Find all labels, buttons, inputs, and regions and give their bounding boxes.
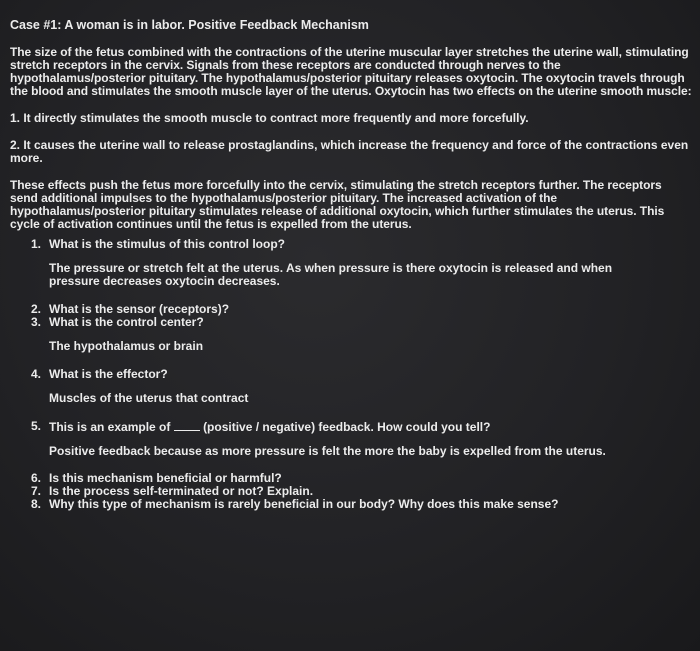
answer-5: Positive feedback because as more pressure is felt the more the baby is expelled from the uterus.	[49, 444, 606, 458]
question-text: Why this type of mechanism is rarely beneficial in our body? Why does this make sense?	[49, 497, 559, 511]
answer-1: The pressure or stretch felt at the uterus. As when pressure is there oxytocin is released and when pressure decreases oxytocin decreases.	[49, 261, 613, 288]
question-4	[31, 368, 692, 381]
question-8	[31, 498, 692, 511]
worksheet	[10, 19, 692, 511]
question-number: 8.	[31, 497, 42, 511]
question-number: 5.	[31, 419, 42, 433]
question-5	[31, 420, 692, 434]
question-text: What is the sensor (receptors)?	[49, 302, 230, 316]
question-number: 6.	[31, 471, 42, 485]
intro-paragraph: The size of the fetus combined with the contractions of the uterine muscular layer stretches the uterine wall, stimulating stretch receptors in the cervix. Signals from these receptors are conducted through nerves to the hypothalamus/posterior pituitary. The hypothalamus/posterior pituitary releases oxytocin. The oxytocin travels through the blood and stimulates the smooth muscle layer of the uterus. Oxytocin has two effects on the uterine smooth muscle:	[10, 45, 692, 98]
question-number: 1.	[31, 237, 42, 251]
case-title: Case #1: A woman is in labor. Positive Feedback Mechanism	[10, 18, 369, 32]
answer-4: Muscles of the uterus that contract	[49, 391, 249, 405]
question-number: 7.	[31, 484, 42, 498]
answer-blank[interactable]	[174, 420, 200, 431]
effect-1: 1. It directly stimulates the smooth muscle to contract more frequently and more forcefully.	[10, 111, 529, 125]
question-3	[31, 316, 692, 329]
summary-paragraph: These effects push the fetus more forcefully into the cervix, stimulating the stretch receptors further. The receptors send additional impulses to the hypothalamus/posterior pituitary. The increased activation of the hypothalamus/posterior pituitary stimulates release of additional oxytocin, which further stimulates the uterus. This cycle of activation continues until the fetus is expelled from the uterus.	[10, 178, 665, 231]
question-text: This is an example of	[49, 420, 171, 434]
question-1	[31, 238, 692, 251]
effect-2: 2. It causes the uterine wall to release prostaglandins, which increase the frequency and force of the contractions even more.	[10, 138, 689, 165]
question-text-continued: (positive / negative) feedback. How could you tell?	[203, 420, 491, 434]
question-number: 3.	[31, 315, 42, 329]
question-text: What is the effector?	[49, 367, 168, 381]
answer-3: The hypothalamus or brain	[49, 339, 204, 353]
question-text: What is the stimulus of this control loop?	[49, 237, 285, 251]
question-number: 4.	[31, 367, 42, 381]
question-text: Is the process self-terminated or not? Explain.	[49, 484, 314, 498]
question-list	[31, 238, 692, 511]
question-text: Is this mechanism beneficial or harmful?	[49, 471, 282, 485]
question-number: 2.	[31, 302, 42, 316]
question-text: What is the control center?	[49, 315, 204, 329]
